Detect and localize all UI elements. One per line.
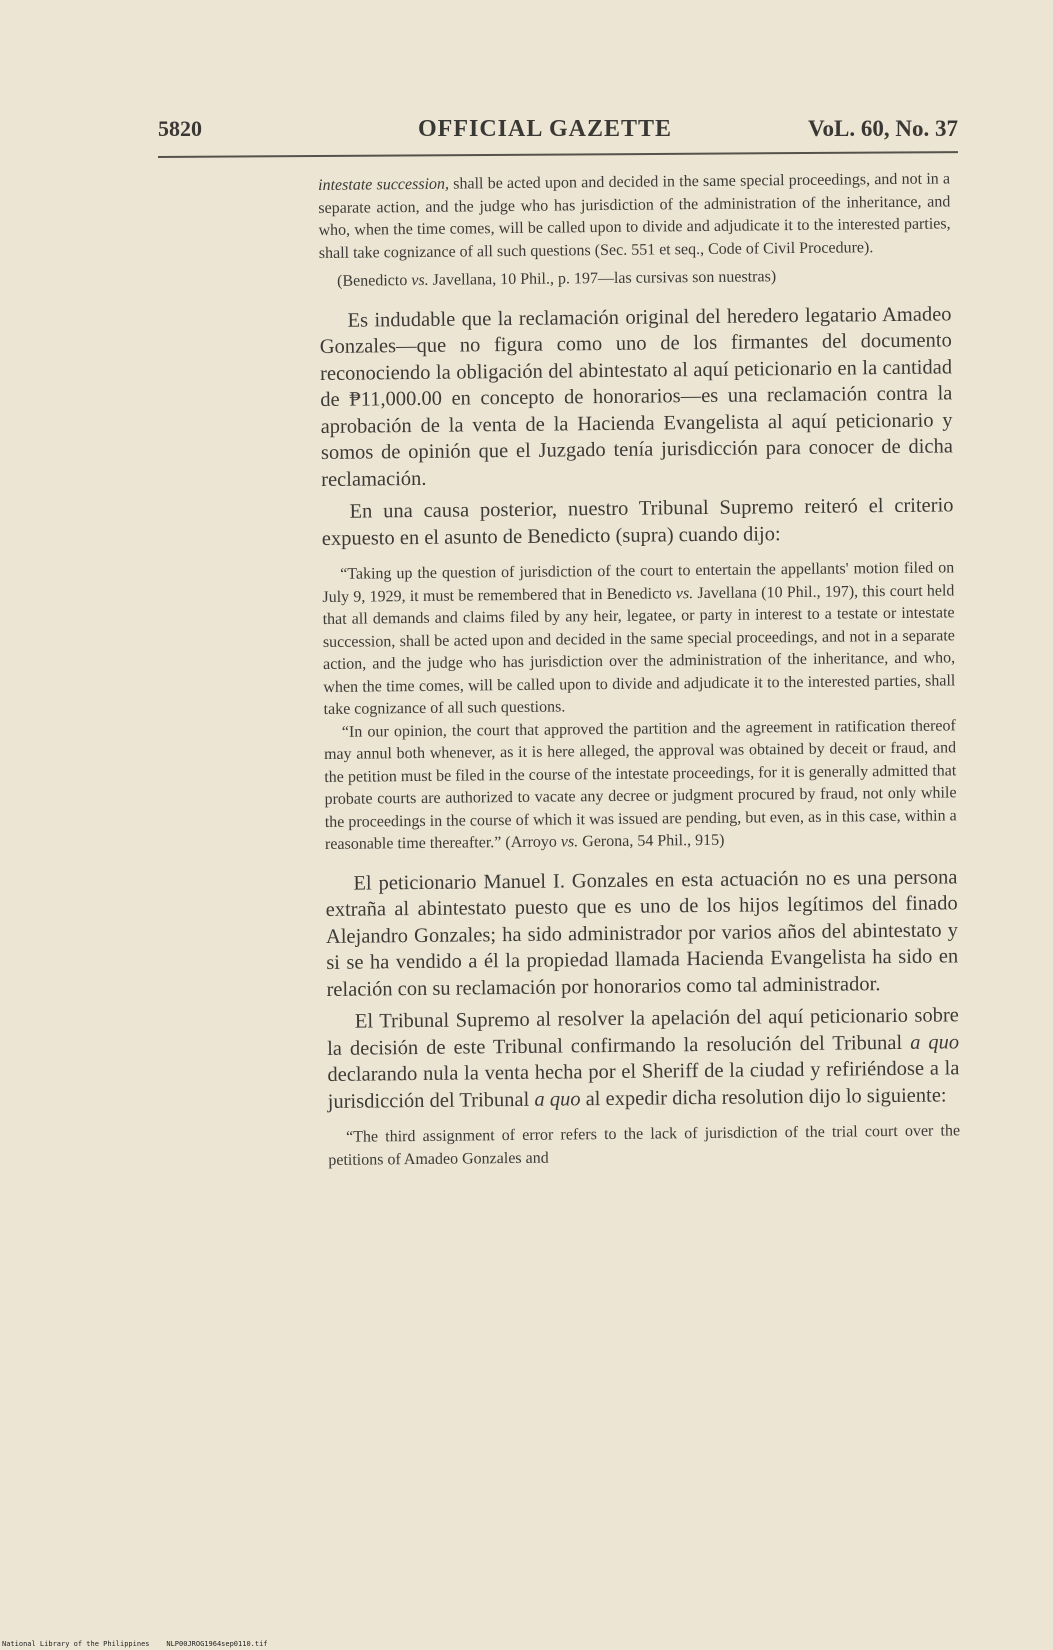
- citation-text-a: (Benedicto: [337, 272, 412, 290]
- quote-continuation: [318, 168, 951, 265]
- quote-third-assignment: “The third assignment of error refers to the lack of jurisdiction of the trial court over the petitions of Amadeo Gonzales and: [328, 1122, 961, 1169]
- quote3-text-b: Gerona, 54 Phil., 915): [578, 831, 725, 851]
- quote-italic-term: intestate succession,: [318, 175, 450, 194]
- quote-arroyo-1: [322, 557, 956, 721]
- p4-aquo-2: a quo: [534, 1087, 581, 1111]
- quote2-text-b: Javellana (10 Phil., 197), this court held that all demands and claims filed by any heir, legatee, or party in interest to a testate or intestate succession, shall be acted upon and decided in the same special proceedings, and not in a separate action, and the judge who has jurisdiction over the administration of the inheritance, and who, when the time comes, will be called upon to divide and adjudicate it to the interested parties, shall take cognizance of all such questions.: [322, 581, 956, 718]
- paragraph-4: [327, 1002, 960, 1115]
- header-rule: [158, 151, 958, 158]
- p4-aquo-1: a quo: [910, 1030, 960, 1054]
- page-body: [318, 168, 960, 1172]
- quote-arroyo-2: [324, 715, 957, 857]
- p4-text-c: al expedir dicha resolution dijo lo siguiente:: [580, 1083, 947, 1110]
- citation-text-b: Javellana, 10 Phil., p. 197—las cursivas son nuestras): [428, 268, 777, 289]
- page-number: 5820: [158, 116, 202, 141]
- paragraph-3: El peticionario Manuel I. Gonzales en esta actuación no es una persona extraña al abintestato puesto que es uno de los hijos legítimos del finado Alejandro Gonzales; ha sido administrador por varios años del abintestato y si se ha vendido a él la propiedad llamada Hacienda Evangelista ha sido en relación con su reclamación por honorarios como tal administrador.: [325, 865, 959, 1001]
- paragraph-2: En una causa posterior, nuestro Tribunal Supremo reiteró el criterio expuesto en el asunto de Benedicto (supra) cuando dijo:: [321, 494, 954, 550]
- scan-footer: [2, 1640, 268, 1648]
- quote3-text-a: “In our opinion, the court that approved the partition and the agreement in ratification thereof may annul both whenever, as it is here alleged, the approval was obtained by deceit or fraud, and the petition must be filed in the course of the intestate proceedings, for it is generally admitted that probate courts are authorized to vacate any decree or judgment procured by fraud, not only while the proceedings in the course of which it was issued are pending, but even, as in this case, within a reasonable time thereafter.” (Arroyo: [323, 716, 957, 853]
- footer-filename: NLP00JROG1964sep0110.tif: [166, 1640, 268, 1648]
- p4-text-b: declarando nula la venta hecha por el Sheriff de la ciudad y refiriéndose a la jurisdicción del Tribunal: [327, 1057, 960, 1113]
- p4-text-a: El Tribunal Supremo al resolver la apelación del aquí peticionario sobre la decisión de este Tribunal confirmando la resolución del Tribunal: [327, 1004, 959, 1060]
- page-header: [158, 116, 958, 150]
- quote-continuation-text: shall be acted upon and decided in the same special proceedings, and not in a separate action, and the judge who has jurisdiction of the administration of the inheritance, and who, when the time comes, will be called upon to divide and adjudicate it to the interested parties, shall take cognizance of all such questions (Sec. 551 et seq., Code of Civil Procedure).: [318, 170, 951, 262]
- quote2-text-a: “Taking up the question of jurisdiction of the court to entertain the appellants' motion filed on July 9, 1929, it must be remembered that in Benedicto: [322, 559, 955, 606]
- quote3-vs: vs.: [560, 833, 579, 851]
- paragraph-1: Es indudable que la reclamación original del heredero legatario Amadeo Gonzales—que no figura como uno de los firmantes del documento reconociendo la obligación del abintestato al aquí peticionario en la cantidad de ₱11,000.00 en concepto de honorarios—es una reclamación contra la aprobación de la venta de la Hacienda Evangelista al aquí peticionario y somos de opinión que el Juzgado tenía jurisdicción para conocer de dicha reclamación.: [319, 302, 953, 491]
- volume-number: VoL. 60, No. 37: [808, 116, 958, 141]
- publication-title: OFFICIAL GAZETTE: [417, 116, 673, 142]
- quote2-vs: vs.: [675, 584, 694, 602]
- citation-vs: vs.: [411, 271, 429, 290]
- footer-library: National Library of the Philippines: [2, 1640, 150, 1648]
